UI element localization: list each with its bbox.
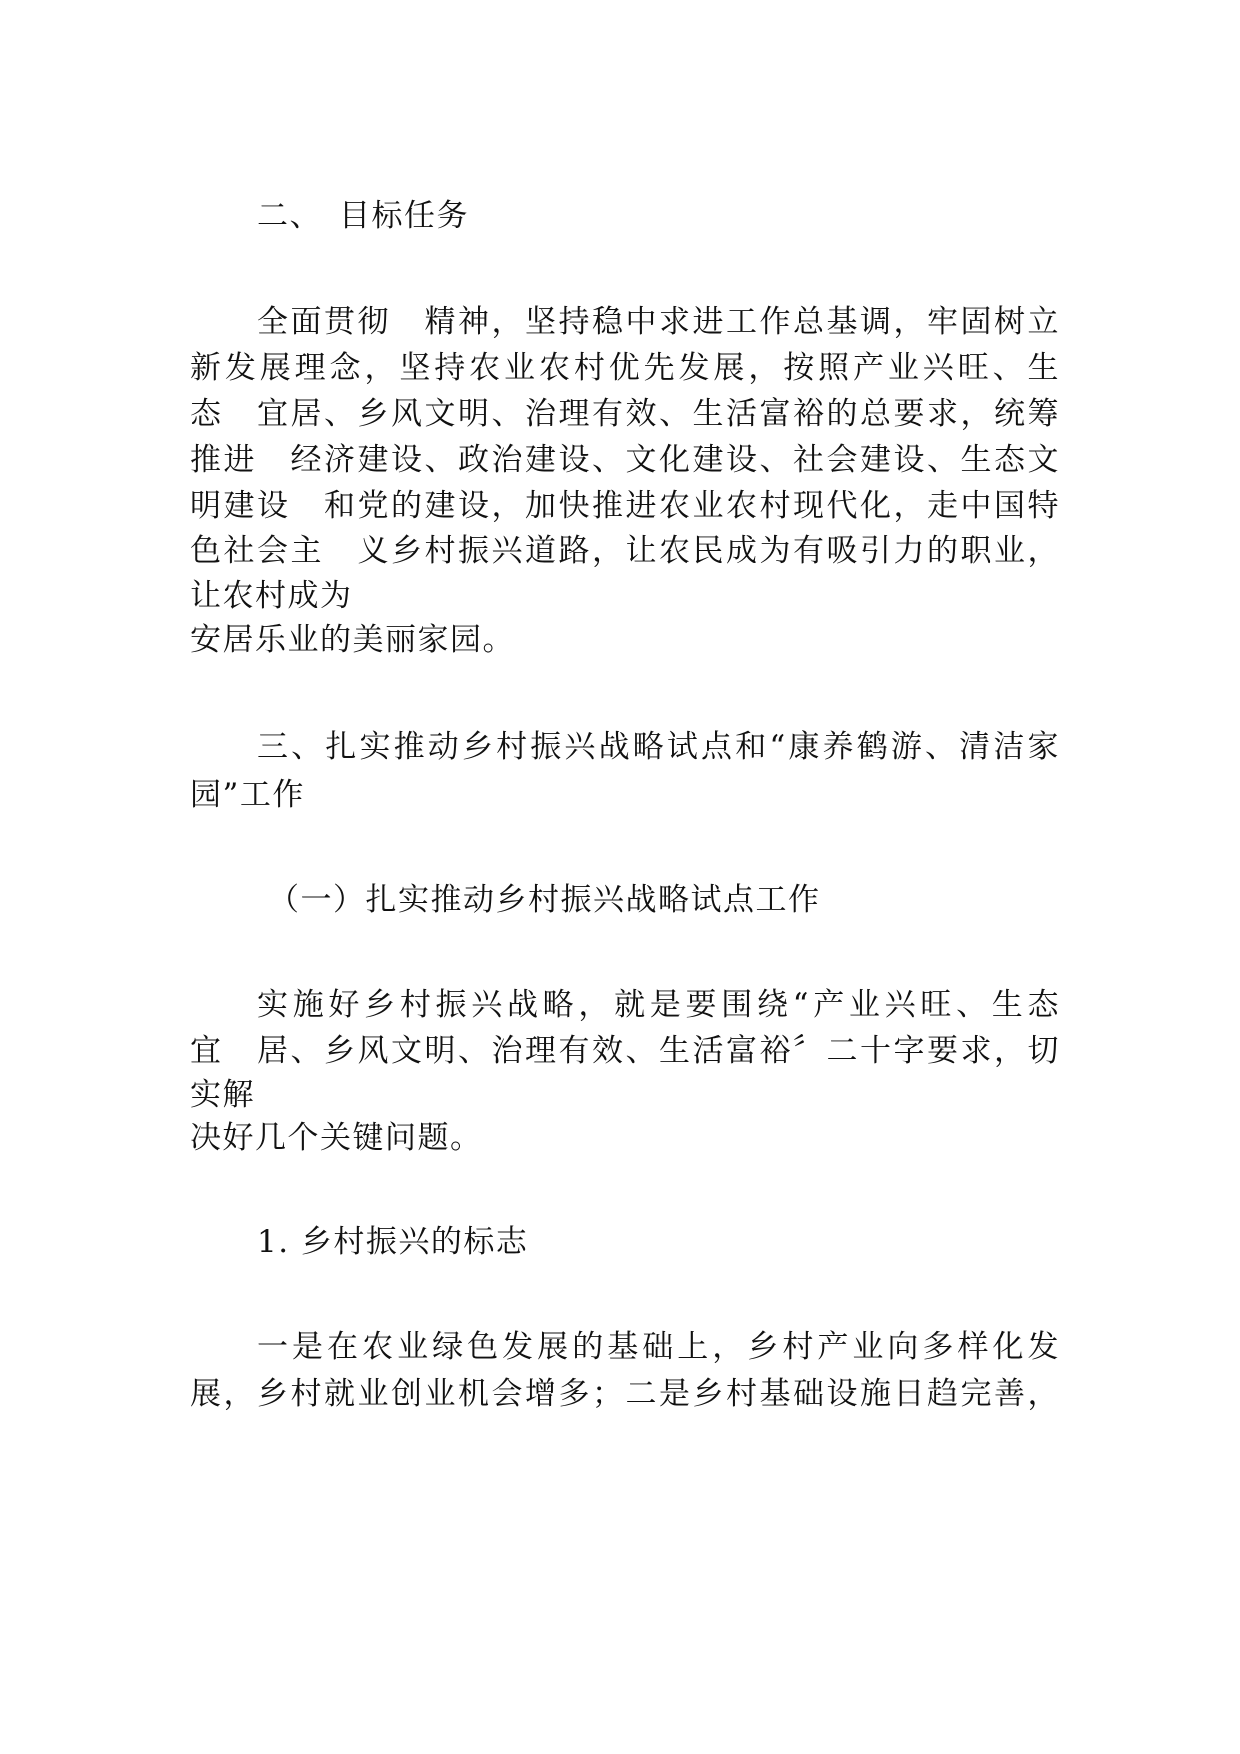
section-heading-2: 二、 目标任务 bbox=[257, 198, 469, 234]
paragraph-line: 明建设 和党的建设，加快推进农业农村现代化，走中国特 bbox=[190, 488, 1060, 524]
paragraph-line: 实解 bbox=[190, 1077, 255, 1113]
subsection-heading-3-1: （一）扎实推动乡村振兴战略试点工作 bbox=[268, 882, 821, 918]
paragraph-line: 新发展理念，坚持农业农村优先发展，按照产业兴旺、生 bbox=[190, 350, 1060, 386]
paragraph-line: 实施好乡村振兴战略，就是要围绕“产业兴旺、生态 bbox=[257, 987, 1060, 1023]
heading-line: 三、扎实推动乡村振兴战略试点和“康养鹤游、清洁家 bbox=[257, 729, 1060, 765]
paragraph-line: 让农村成为 bbox=[190, 578, 353, 614]
heading-line: 园”工作 bbox=[190, 777, 305, 813]
list-item-1-heading: 1. 乡村振兴的标志 bbox=[257, 1224, 529, 1260]
paragraph-line: 安居乐业的美丽家园。 bbox=[190, 622, 515, 658]
paragraph-line: 推进 经济建设、政治建设、文化建设、社会建设、生态文 bbox=[190, 442, 1060, 478]
paragraph-line: 一是在农业绿色发展的基础上，乡村产业向多样化发 bbox=[257, 1329, 1060, 1365]
paragraph-line: 色社会主 义乡村振兴道路，让农民成为有吸引力的职业， bbox=[190, 533, 1060, 569]
paragraph-line: 展，乡村就业创业机会增多；二是乡村基础设施日趋完善， bbox=[190, 1376, 1060, 1412]
paragraph-line: 宜 居、乡风文明、治理有效、生活富裕〞二十字要求，切 bbox=[190, 1033, 1060, 1069]
paragraph-line: 态 宜居、乡风文明、治理有效、生活富裕的总要求，统筹 bbox=[190, 396, 1060, 432]
paragraph-line: 全面贯彻 精神，坚持稳中求进工作总基调，牢固树立 bbox=[257, 304, 1060, 340]
paragraph-line: 决好几个关键问题。 bbox=[190, 1120, 483, 1156]
